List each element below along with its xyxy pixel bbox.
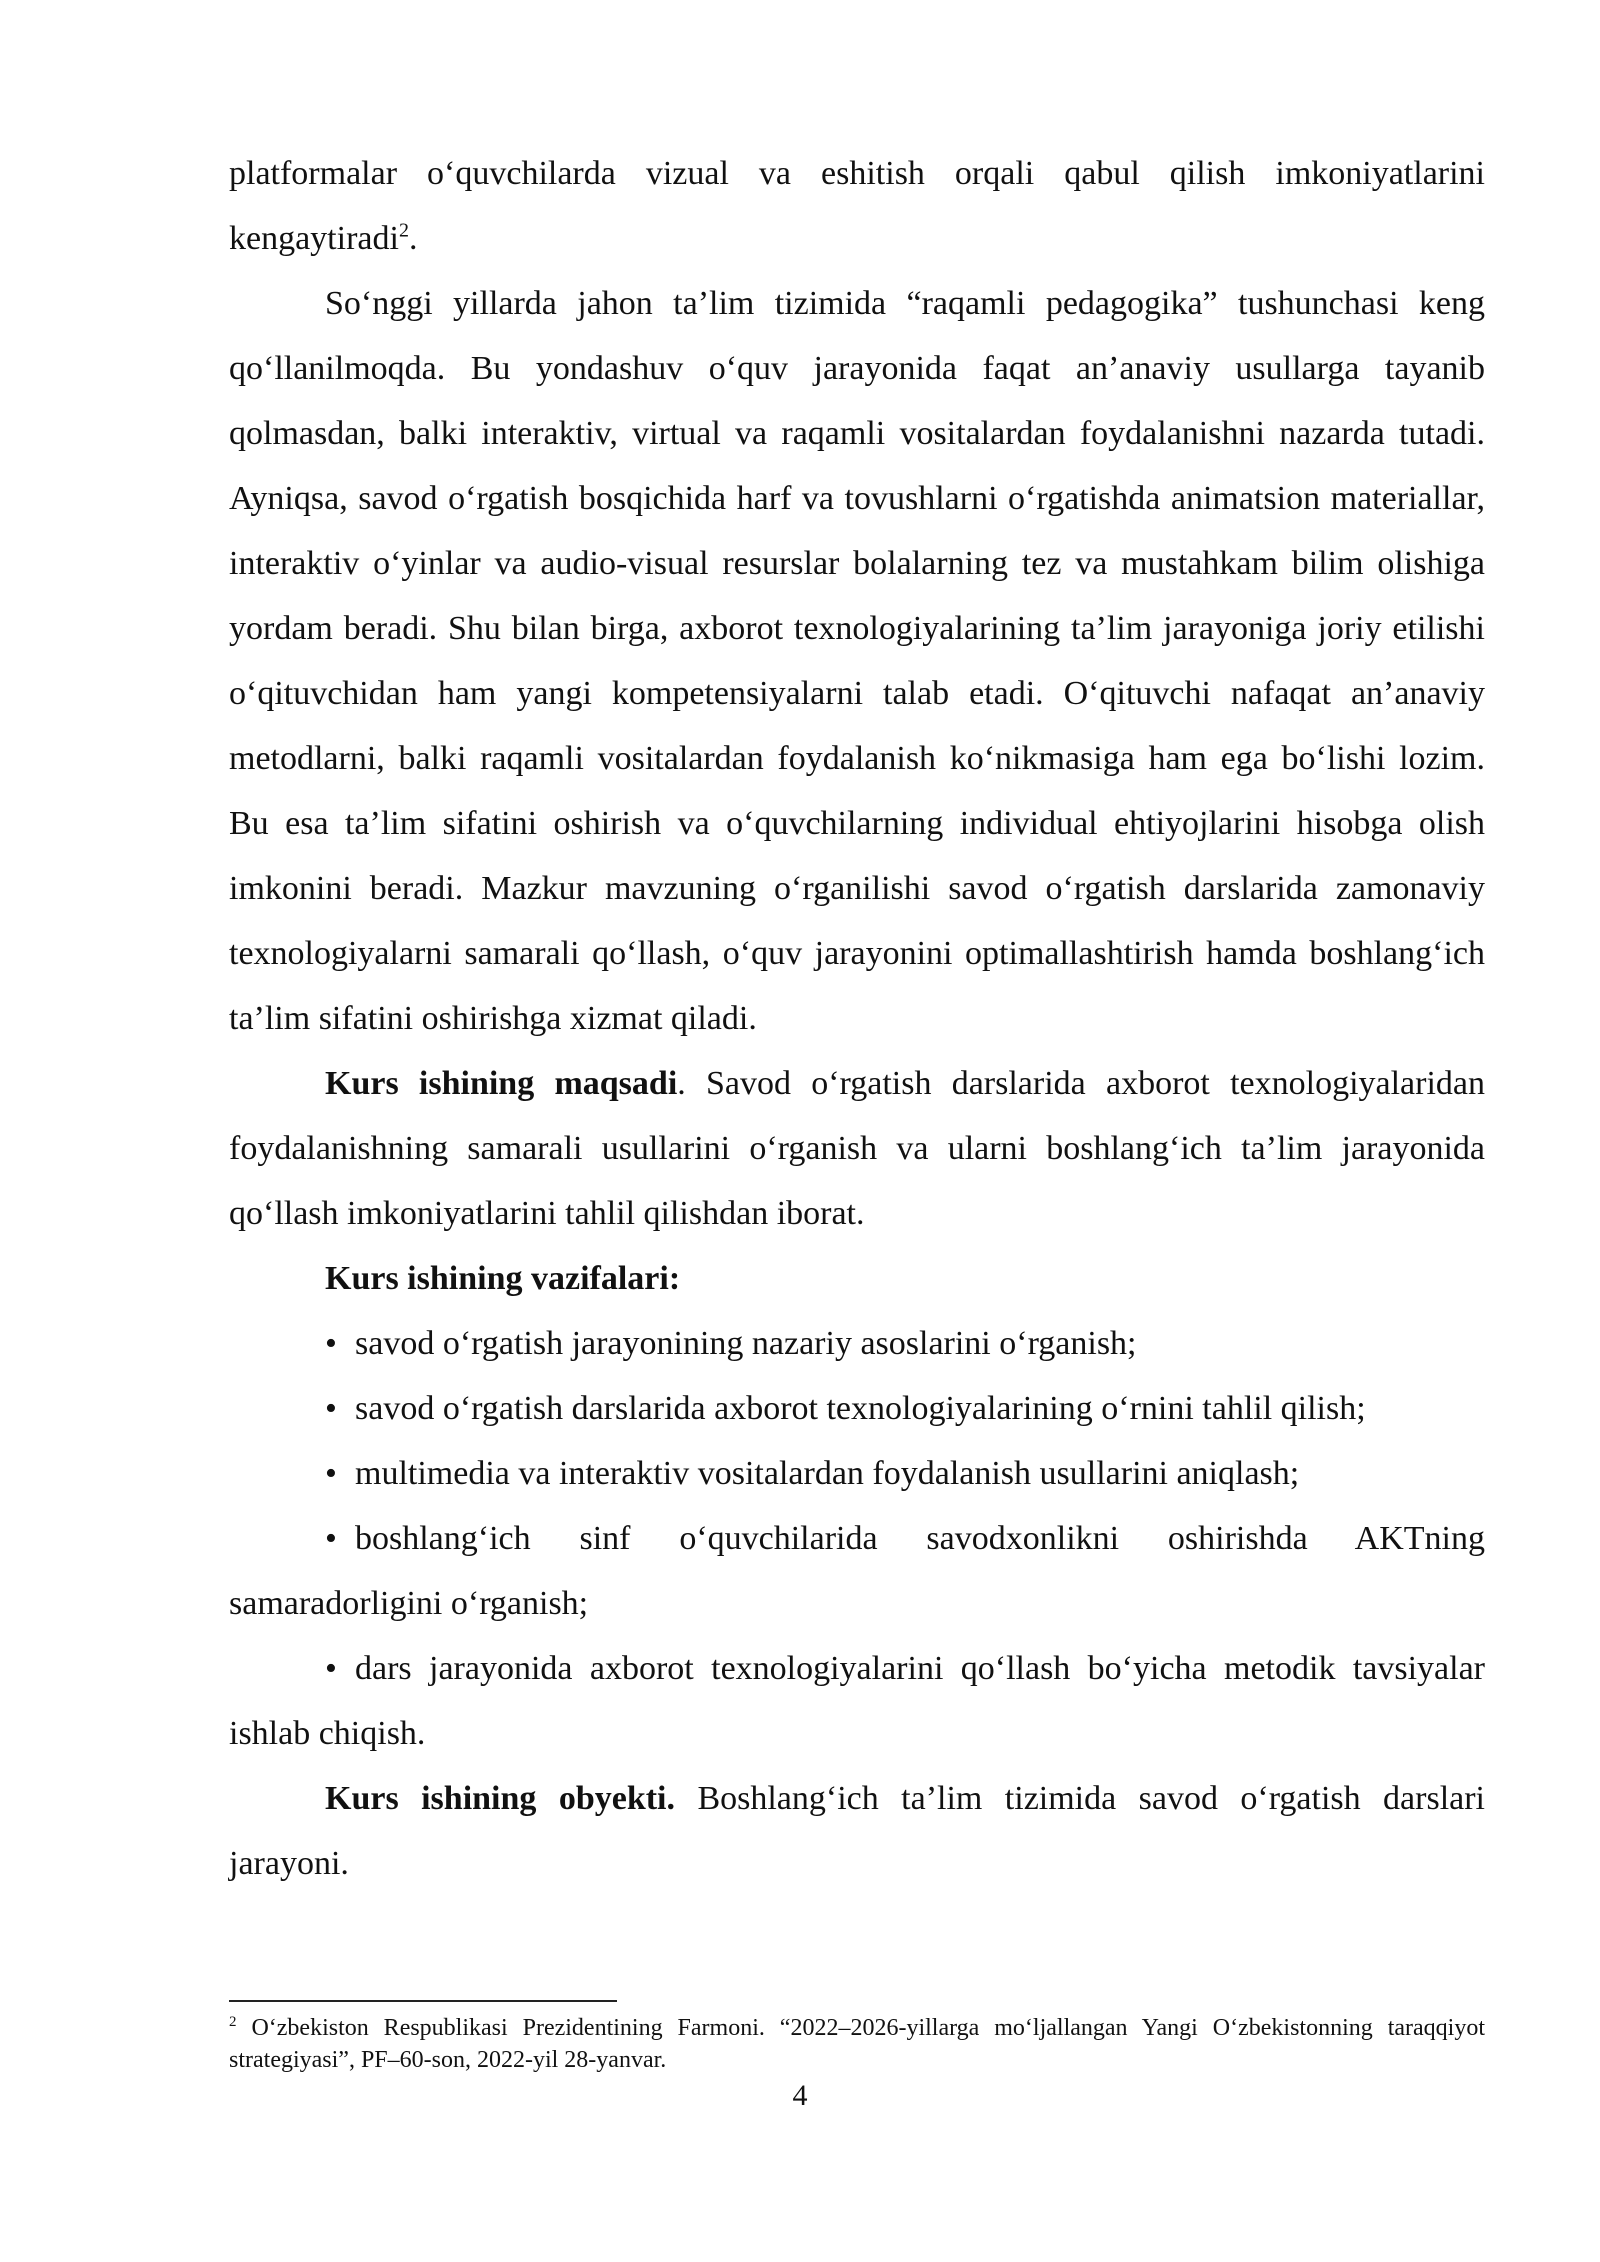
list-item (229, 1441, 1485, 1506)
paragraph-continuation (229, 141, 1485, 271)
list-item-text: savod o‘rgatish jarayonining nazariy asoslarini o‘rganish; (355, 1325, 1137, 1362)
list-item (229, 1311, 1485, 1376)
list-item (229, 1376, 1485, 1441)
list-item-text: savod o‘rgatish darslarida axborot texnologiyalarining o‘rnini tahlil qilish; (355, 1390, 1366, 1427)
footnote-separator (229, 2000, 617, 2002)
footnote-reference[interactable]: 2 (398, 219, 409, 242)
footnote-text: O‘zbekiston Respublikasi Prezidentining Farmoni. “2022–2026-yillarga mo‘ljallangan Yangi O‘zbekistonning taraqqiyot strategiyasi”, PF–60-son, 2022-yil 28-yanvar. (229, 2015, 1485, 2073)
list-item-text: dars jarayonida axborot texnologiyalarini qo‘llash bo‘yicha metodik tavsiyalar ishlab chiqish. (229, 1650, 1485, 1752)
paragraph-object (229, 1766, 1485, 1896)
goal-label: Kurs ishining maqsadi (325, 1065, 678, 1102)
object-text: Boshlang‘ich ta’lim tizimida savod o‘rgatish darslari jarayoni. (229, 1780, 1486, 1882)
document-body (229, 141, 1485, 1896)
bullet-icon: • (325, 1455, 337, 1492)
list-item-text: boshlang‘ich sinf o‘quvchilarida savodxonlikni oshirishda AKTning samaradorligini o‘rganish; (229, 1520, 1485, 1622)
page-number: 4 (792, 2079, 808, 2112)
footnote-number: 2 (229, 2014, 237, 2030)
list-item-text: multimedia va interaktiv vositalardan foydalanish usullarini aniqlash; (355, 1455, 1300, 1492)
bullet-icon: • (325, 1325, 337, 1362)
list-item (229, 1506, 1485, 1636)
bullet-icon: • (325, 1650, 337, 1687)
paragraph-text: platformalar o‘quvchilarda vizual va eshitish orqali qabul qilish imkoniyatlarini kengaytiradi (229, 155, 1485, 257)
paragraph-goal (229, 1051, 1485, 1246)
list-item (229, 1636, 1485, 1766)
bullet-icon: • (325, 1520, 337, 1557)
footnote (229, 2012, 1485, 2076)
tasks-list (229, 1311, 1485, 1766)
bullet-icon: • (325, 1390, 337, 1427)
object-label: Kurs ishining obyekti. (325, 1780, 676, 1817)
tasks-heading: Kurs ishining vazifalari: (325, 1260, 681, 1297)
paragraph-end: . (408, 220, 418, 257)
goal-text: . Savod o‘rgatish darslarida axborot texnologiyalaridan foydalanishning samarali usullarini o‘rganish va ularni boshlang‘ich ta’lim jarayonida qo‘llash imkoniyatlarini tahlil qilishdan iborat. (229, 1065, 1485, 1232)
paragraph-digital-pedagogy: So‘nggi yillarda jahon ta’lim tizimida “raqamli pedagogika” tushunchasi keng qo‘llanilmoqda. Bu yondashuv o‘quv jarayonida faqat an’anaviy usullarga tayanib qolmasdan, balki interaktiv, virtual va raqamli vositalardan foydalanishni nazarda tutadi. Ayniqsa, savod o‘rgatish bosqichida harf va tovushlarni o‘rgatishda animatsion materiallar, interaktiv o‘yinlar va audio-visual resurslar bolalarning tez va mustahkam bilim olishiga yordam beradi. Shu bilan birga, axborot texnologiyalarining ta’lim jarayoniga joriy etilishi o‘qituvchidan ham yangi kompetensiyalarni talab etadi. O‘qituvchi nafaqat an’anaviy metodlarni, balki raqamli vositalardan foydalanish ko‘nikmasiga ham ega bo‘lishi lozim. Bu esa ta’lim sifatini oshirish va o‘quvchilarning individual ehtiyojlarini hisobga olish imkonini beradi. Mazkur mavzuning o‘rganilishi savod o‘rgatish darslarida zamonaviy texnologiyalarni samarali qo‘llash, o‘quv jarayonini optimallashtirish hamda boshlang‘ich ta’lim sifatini oshirishga xizmat qiladi. (229, 285, 1485, 1037)
